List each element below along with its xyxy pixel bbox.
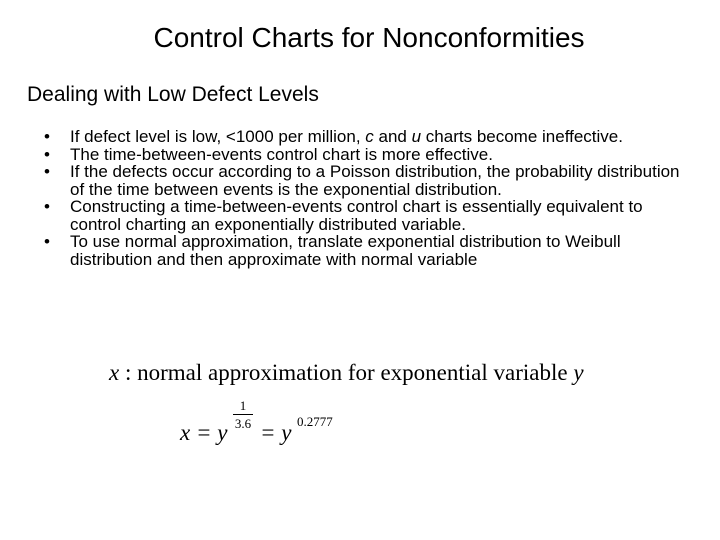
bullet-dot-icon: • [44,144,50,164]
bullet-text: Constructing a time-between-events control chart is essentially equivalent to control charting an exponentially distributed variable. [70,197,643,234]
formula-desc-text: : normal approximation for exponential variable [119,360,574,385]
bullet-item [40,163,680,198]
equation-middle: = y [260,420,292,445]
bullet-text-part: If defect level is low, <1000 per million, [70,127,366,146]
slide-title: Control Charts for Nonconformities [153,22,585,53]
c-chart-label: c [365,127,374,146]
bullet-item [40,198,680,233]
bullet-text: To use normal approximation, translate exponential distribution to Weibull distribution and then approximate with normal variable [70,232,621,269]
u-chart-label: u [411,127,422,146]
bullet-item [40,128,680,146]
formula-equation [180,398,400,448]
bullet-dot-icon: • [44,162,50,181]
fraction-bar [233,414,253,415]
bullet-text-part: charts become ineffective. [421,127,623,146]
formula-description [109,360,584,386]
bullet-text: If the defects occur according to a Poisson distribution, the probability distribution of the time between events is the exponential distribution. [70,162,680,199]
bullet-list [40,128,680,268]
bullet-text-part: and [373,127,412,146]
formula-var-y: y [573,360,584,385]
formula-var-x: x [109,360,120,385]
exponent-fraction [232,398,254,432]
fraction-denominator: 3.6 [234,416,252,431]
fraction-numerator: 1 [239,398,247,413]
bullet-item [40,146,680,164]
equation-exponent: 0.2777 [297,414,333,429]
bullet-dot-icon: • [44,232,50,251]
equation-left: x = y [180,420,228,445]
bullet-dot-icon: • [44,127,50,146]
bullet-item [40,233,680,268]
bullet-dot-icon: • [44,197,50,216]
slide-subtitle: Dealing with Low Defect Levels [27,83,319,106]
bullet-text: The time-between-events control chart is more effective. [70,144,493,164]
